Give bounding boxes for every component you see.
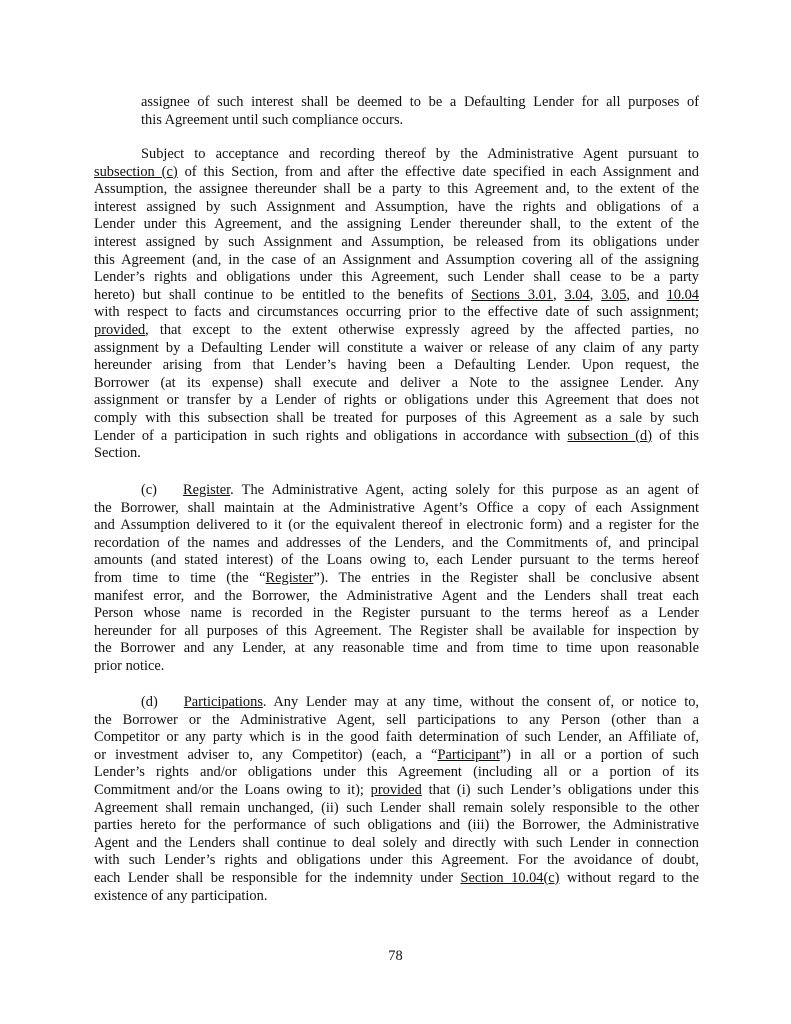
- paragraph-line: Competitor or any party which is in the good faith determination of such Lender, an Affiliate of,: [94, 729, 699, 746]
- paragraph-line: Assumption, the assignee thereunder shall be a party to this Agreement and, to the extent of the: [94, 181, 699, 198]
- assignment-effect-paragraph: [94, 146, 699, 463]
- line-text: that (i) such Lender’s obligations under this: [421, 781, 700, 798]
- line-text: without regard to the: [559, 869, 700, 886]
- paragraph-line: [94, 782, 699, 800]
- line-text: or investment adviser to, any Competitor) (each, a “: [94, 746, 438, 763]
- section-3-01-reference: Sections 3.01: [471, 286, 553, 303]
- section-3-04-reference: 3.04: [564, 286, 590, 303]
- paragraph-line: hereunder arising from that Lender’s having been a Defaulting Lender. Upon request, the: [94, 357, 699, 374]
- paragraph-line: [94, 287, 699, 305]
- line-text: Lender of a participation in such rights and obligations in accordance with: [94, 427, 568, 444]
- line-text: of this: [652, 427, 699, 444]
- paragraph-line: interest assigned by such Assignment and Assumption, be released from its obligations under: [94, 233, 699, 250]
- paragraph-line: parties hereto for the performance of such obligations and (iii) the Borrower, the Administrative: [94, 817, 699, 834]
- continuation-paragraph: [141, 94, 699, 129]
- paragraph-line: comply with this subsection shall be treated for purposes of this Agreement as a sale by such: [94, 409, 699, 426]
- participant-defined-term: Participant: [437, 746, 500, 763]
- line-text: of this Section, from and after the effective date specified in each Assignment and: [177, 163, 699, 180]
- paragraph-line: [94, 870, 699, 888]
- paragraph-line: Subject to acceptance and recording thereof by the Administrative Agent pursuant to: [141, 146, 699, 162]
- paragraph-line: manifest error, and the Borrower, the Administrative Agent and the Lenders shall treat each: [94, 587, 699, 604]
- line-text: hereto) but shall continue to be entitled to the benefits of: [94, 286, 472, 303]
- section-10-04c-reference: Section 10.04(c): [460, 869, 560, 886]
- paragraph-line: assignment by a Defaulting Lender will constitute a waiver or release of any claim of any party: [94, 339, 699, 356]
- paragraph-line: the Borrower and any Lender, at any reasonable time and from time to time upon reasonable: [94, 640, 699, 657]
- paragraph-line: Lender’s rights and obligations under this Agreement, such Lender shall cease to be a party: [94, 269, 699, 286]
- line-text: . Any Lender may at any time, without the consent of, or notice to,: [262, 694, 699, 710]
- line-text: each Lender shall be responsible for the indemnity under: [94, 869, 461, 886]
- paragraph-line: assignment or transfer by a Lender of rights or obligations under this Agreement that does not: [94, 392, 699, 409]
- register-heading: Register: [182, 482, 231, 498]
- line-text: , and: [626, 286, 667, 303]
- section-10-04-reference: 10.04: [666, 286, 699, 303]
- clause-label: (c): [141, 482, 157, 498]
- paragraph-line: Borrower (at its expense) shall execute and deliver a Note to the assignee Lender. Any: [94, 374, 699, 391]
- paragraph-line: [94, 428, 699, 446]
- paragraph-line: Agreement shall remain unchanged, (ii) such Lender shall remain solely responsible to the other: [94, 799, 699, 816]
- paragraph-line: the Borrower or the Administrative Agent, sell participations to any Person (other than a: [94, 711, 699, 728]
- paragraph-line: Lender’s rights and/or obligations under this Agreement (including all or a portion of its: [94, 764, 699, 781]
- paragraph-line: assignee of such interest shall be deemed to be a Defaulting Lender for all purposes of: [141, 94, 699, 110]
- line-text: ”) in all or a portion of such: [499, 746, 699, 763]
- paragraph-line: interest assigned by such Assignment and Assumption, have the rights and obligations of a: [94, 198, 699, 215]
- provided-term: provided: [94, 321, 146, 338]
- line-text: ,: [589, 286, 602, 303]
- register-paragraph: [94, 482, 699, 676]
- line-text: . The Administrative Agent, acting solely for this purpose as an agent of: [230, 482, 699, 498]
- paragraph-line: Agent and the Lenders shall continue to deal solely and directly with such Lender in connection: [94, 834, 699, 851]
- paragraph-line: hereunder for all purposes of this Agreement. The Register shall be available for inspection by: [94, 622, 699, 639]
- paragraph-line: [94, 694, 699, 712]
- clause-label: (d): [141, 694, 158, 710]
- line-text: ”). The entries in the Register shall be conclusive absent: [313, 569, 699, 586]
- participations-paragraph: [94, 694, 699, 905]
- paragraph-line: [94, 570, 699, 588]
- paragraph-line: with such Lender’s rights and obligations under this Agreement. For the avoidance of doubt,: [94, 852, 699, 869]
- paragraph-line: prior notice.: [94, 657, 165, 674]
- paragraph-line: amounts (and stated interest) of the Loans owing to, each Lender pursuant to the terms hereof: [94, 552, 699, 569]
- paragraph-line: Section.: [94, 445, 141, 462]
- paragraph-line: recordation of the names and addresses of the Lenders, and the Commitments of, and principal: [94, 534, 699, 551]
- subsection-d-reference: subsection (d): [567, 427, 653, 444]
- paragraph-line: this Agreement (and, in the case of an Assignment and Assumption covering all of the assigning: [94, 251, 699, 268]
- line-text: from time to time (the “: [94, 569, 266, 586]
- line-text: , that except to the extent otherwise expressly agreed by the affected parties, no: [145, 321, 699, 338]
- paragraph-line: Lender under this Agreement, and the assigning Lender thereunder shall, to the extent of the: [94, 216, 699, 233]
- register-defined-term: Register: [265, 569, 314, 586]
- paragraph-line: Person whose name is recorded in the Register pursuant to the terms hereof as a Lender: [94, 605, 699, 622]
- provided-term: provided: [370, 781, 422, 798]
- paragraph-line: and Assumption delivered to it (or the equivalent thereof in electronic form) and a register for the: [94, 517, 699, 534]
- section-3-05-reference: 3.05: [601, 286, 627, 303]
- paragraph-line: [94, 322, 699, 340]
- line-text: Commitment and/or the Loans owing to it);: [94, 781, 371, 798]
- page-number: 78: [388, 948, 403, 964]
- paragraph-line: with respect to facts and circumstances occurring prior to the effective date of such assignment;: [94, 304, 699, 321]
- participations-heading: Participations: [183, 694, 263, 710]
- paragraph-line: [94, 482, 699, 500]
- paragraph-line: this Agreement until such compliance occurs.: [141, 111, 404, 128]
- paragraph-line: [94, 747, 699, 765]
- subsection-c-reference: subsection (c): [94, 163, 178, 180]
- line-text: ,: [553, 286, 565, 303]
- paragraph-line: the Borrower, shall maintain at the Administrative Agent’s Office a copy of each Assignment: [94, 499, 699, 516]
- paragraph-line: [94, 164, 699, 182]
- paragraph-line: existence of any participation.: [94, 887, 268, 904]
